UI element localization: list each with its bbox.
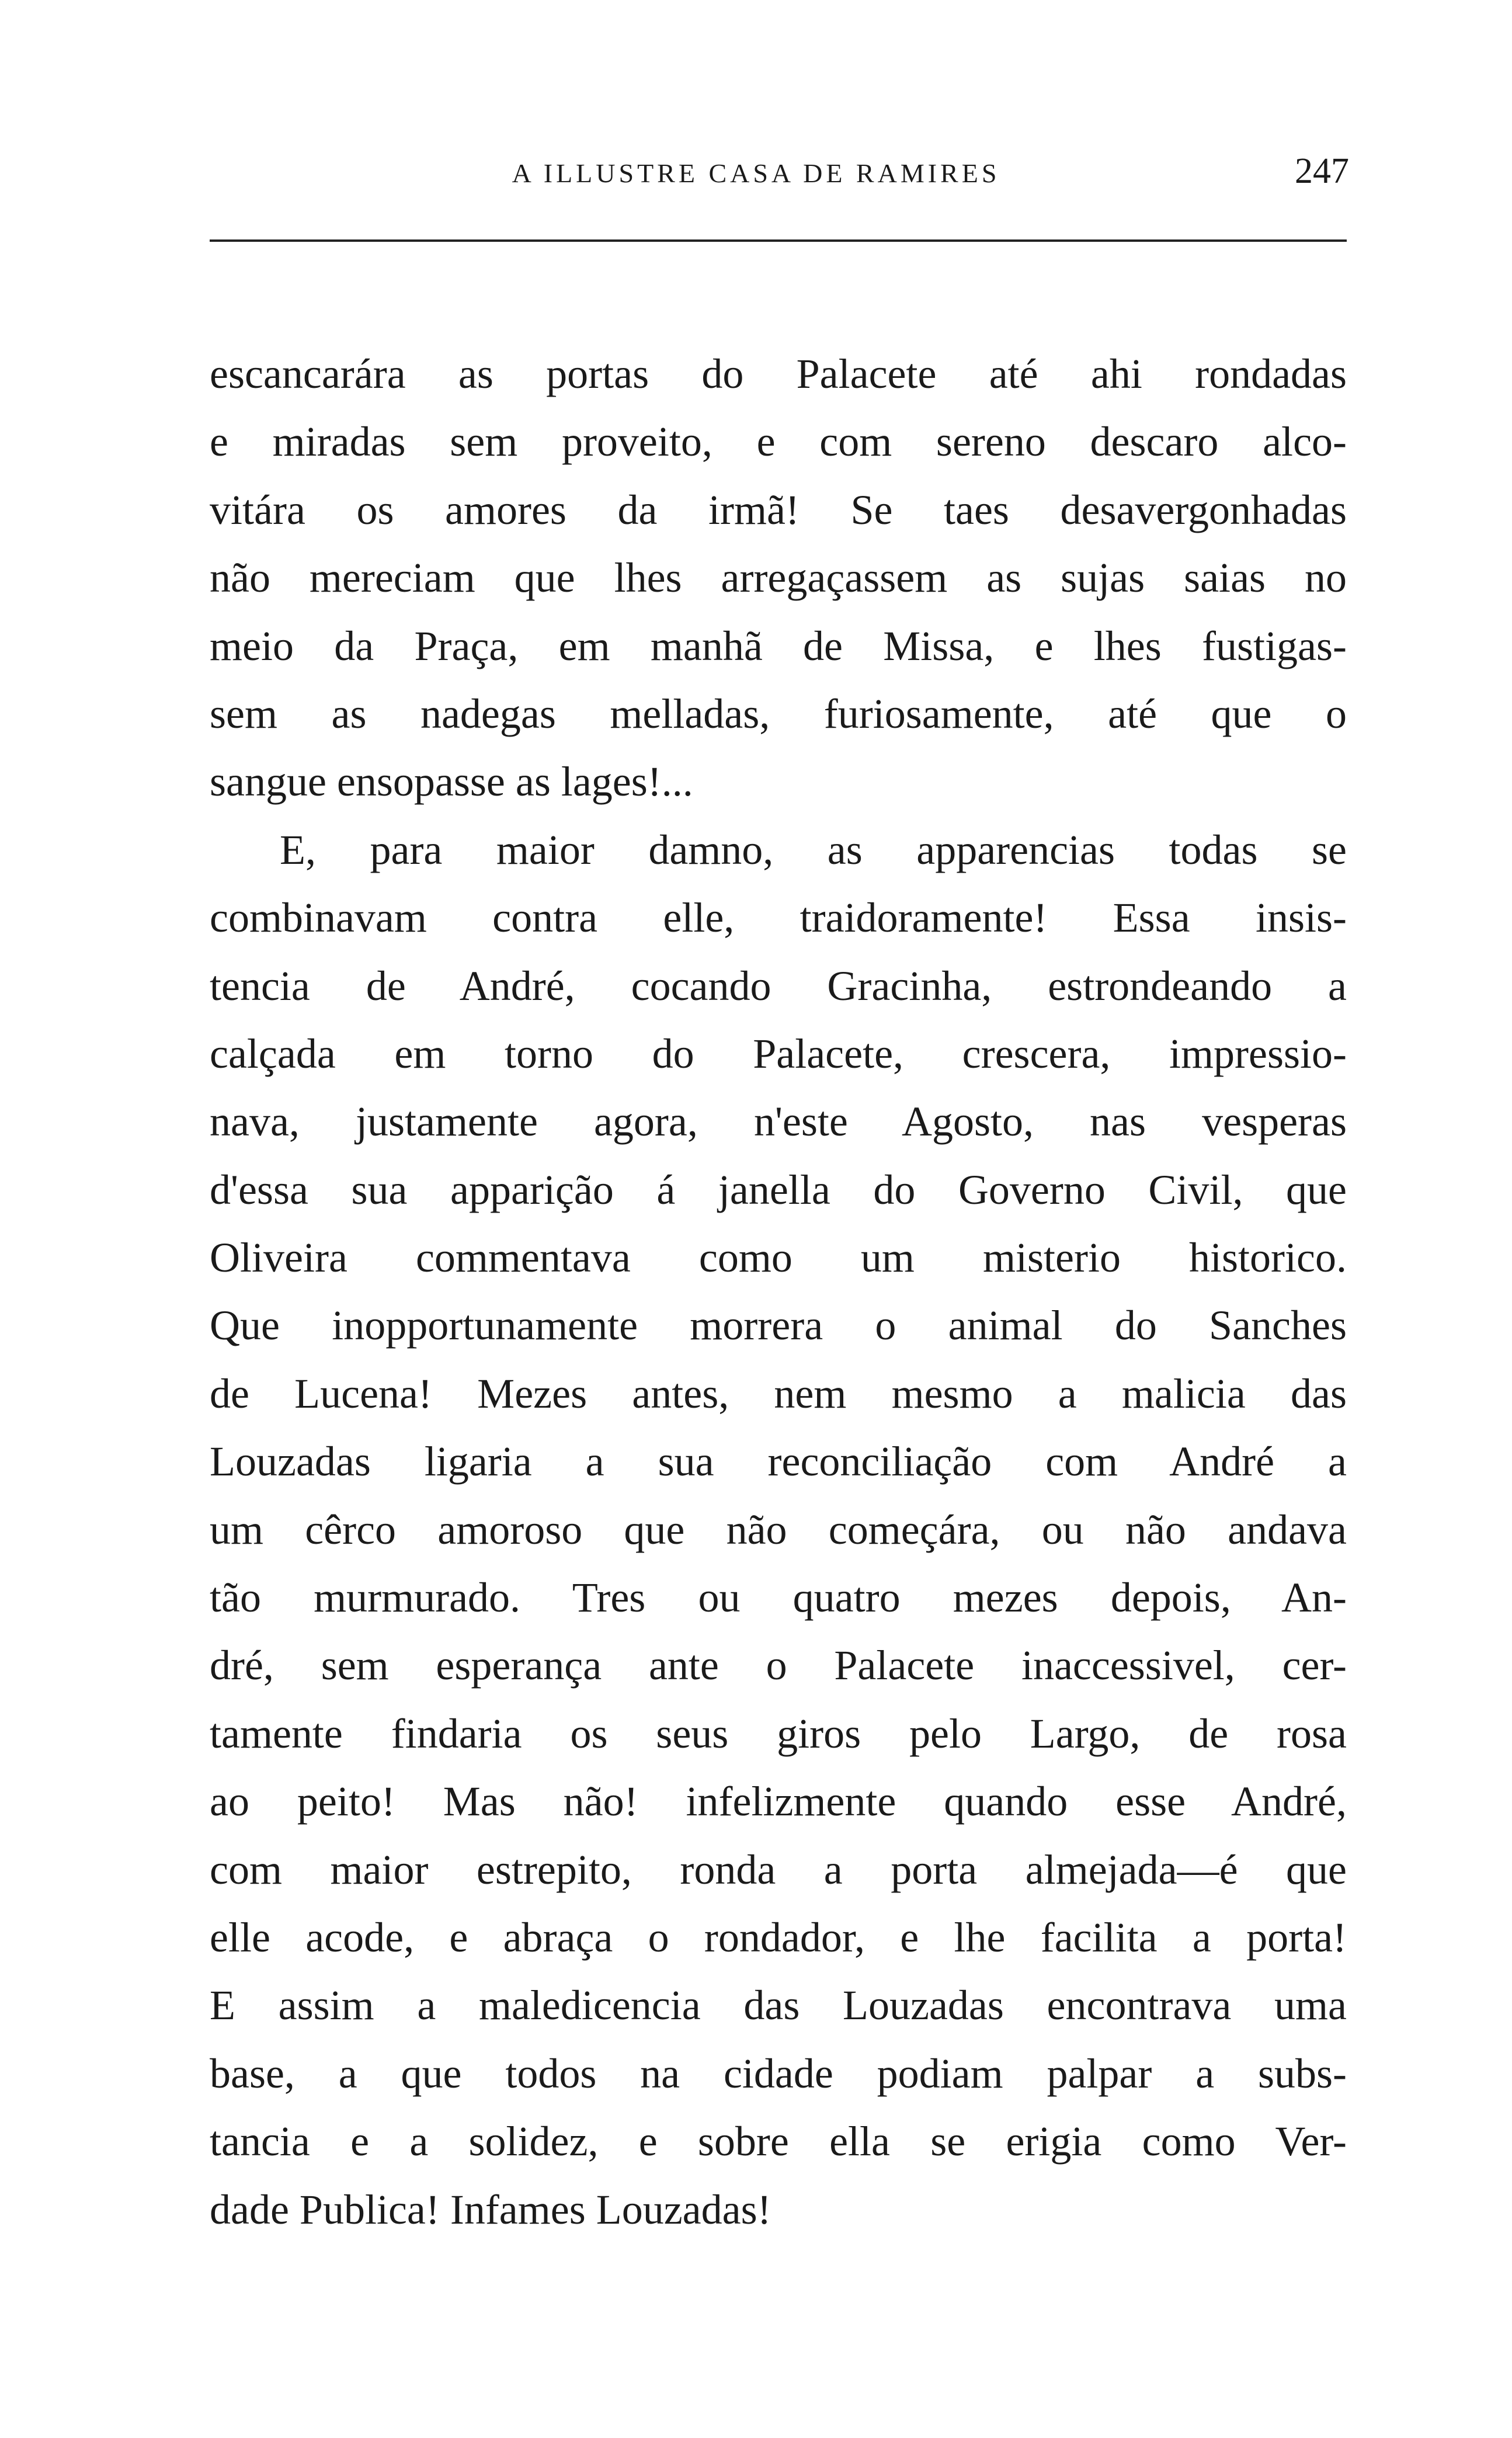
text-line: dade Publica! Infames Louzadas! <box>210 2186 771 2233</box>
text-line: sangue ensopasse as lages!... <box>210 758 693 805</box>
text-line: dré, sem esperança ante o Palacete inaccessivel, cer- <box>210 1642 1347 1689</box>
text-line: sem as nadegas melladas, furiosamente, até que o <box>210 690 1347 737</box>
text-line: Que inopportunamente morrera o animal do Sanches <box>210 1302 1347 1349</box>
text-line: combinavam contra elle, traidoramente! Essa insis- <box>210 894 1347 942</box>
text-line: E, para maior damno, as apparencias todas se <box>280 826 1347 873</box>
body-text <box>210 340 1347 2243</box>
text-line: escancarára as portas do Palacete até ahi rondadas <box>210 350 1347 397</box>
text-line: meio da Praça, em manhã de Missa, e lhes fustigas- <box>210 622 1347 669</box>
text-line: tamente findaria os seus giros pelo Largo, de rosa <box>210 1710 1347 1757</box>
running-header-title: A ILLUSTRE CASA DE RAMIRES <box>512 158 1000 188</box>
text-line: vitára os amores da irmã! Se taes desavergonhadas <box>210 486 1347 533</box>
text-line: tencia de André, cocando Gracinha, estrondeando a <box>210 962 1347 1009</box>
text-line: ao peito! Mas não! infelizmente quando esse André, <box>210 1778 1347 1825</box>
text-line: E assim a maledicencia das Louzadas encontrava uma <box>210 1982 1347 2029</box>
text-line: não mereciam que lhes arregaçassem as sujas saias no <box>210 554 1347 602</box>
text-line: Oliveira commentava como um misterio historico. <box>210 1234 1347 1281</box>
text-line: um cêrco amoroso que não começára, ou não andava <box>210 1506 1347 1553</box>
text-line: tancia e a solidez, e sobre ella se erigia como Ver- <box>210 2118 1347 2165</box>
text-line: Louzadas ligaria a sua reconciliação com André a <box>210 1438 1347 1485</box>
text-line: tão murmurado. Tres ou quatro mezes depois, An- <box>210 1574 1347 1621</box>
text-line: e miradas sem proveito, e com sereno descaro alco- <box>210 418 1347 466</box>
text-line: calçada em torno do Palacete, crescera, impressio- <box>210 1030 1347 1077</box>
text-line: elle acode, e abraça o rondador, e lhe facilita a porta! <box>210 1913 1347 1961</box>
text-line: base, a que todos na cidade podiam palpar a subs- <box>210 2050 1347 2097</box>
text-line: nava, justamente agora, n'este Agosto, nas vesperas <box>210 1098 1347 1145</box>
page-number: 247 <box>1295 151 1349 191</box>
text-line: de Lucena! Mezes antes, nem mesmo a malicia das <box>210 1370 1347 1417</box>
header-rule <box>210 239 1347 242</box>
text-line: com maior estrepito, ronda a porta almejada—é que <box>210 1846 1347 1893</box>
text-line: d'essa sua apparição á janella do Governo Civil, que <box>210 1166 1347 1213</box>
